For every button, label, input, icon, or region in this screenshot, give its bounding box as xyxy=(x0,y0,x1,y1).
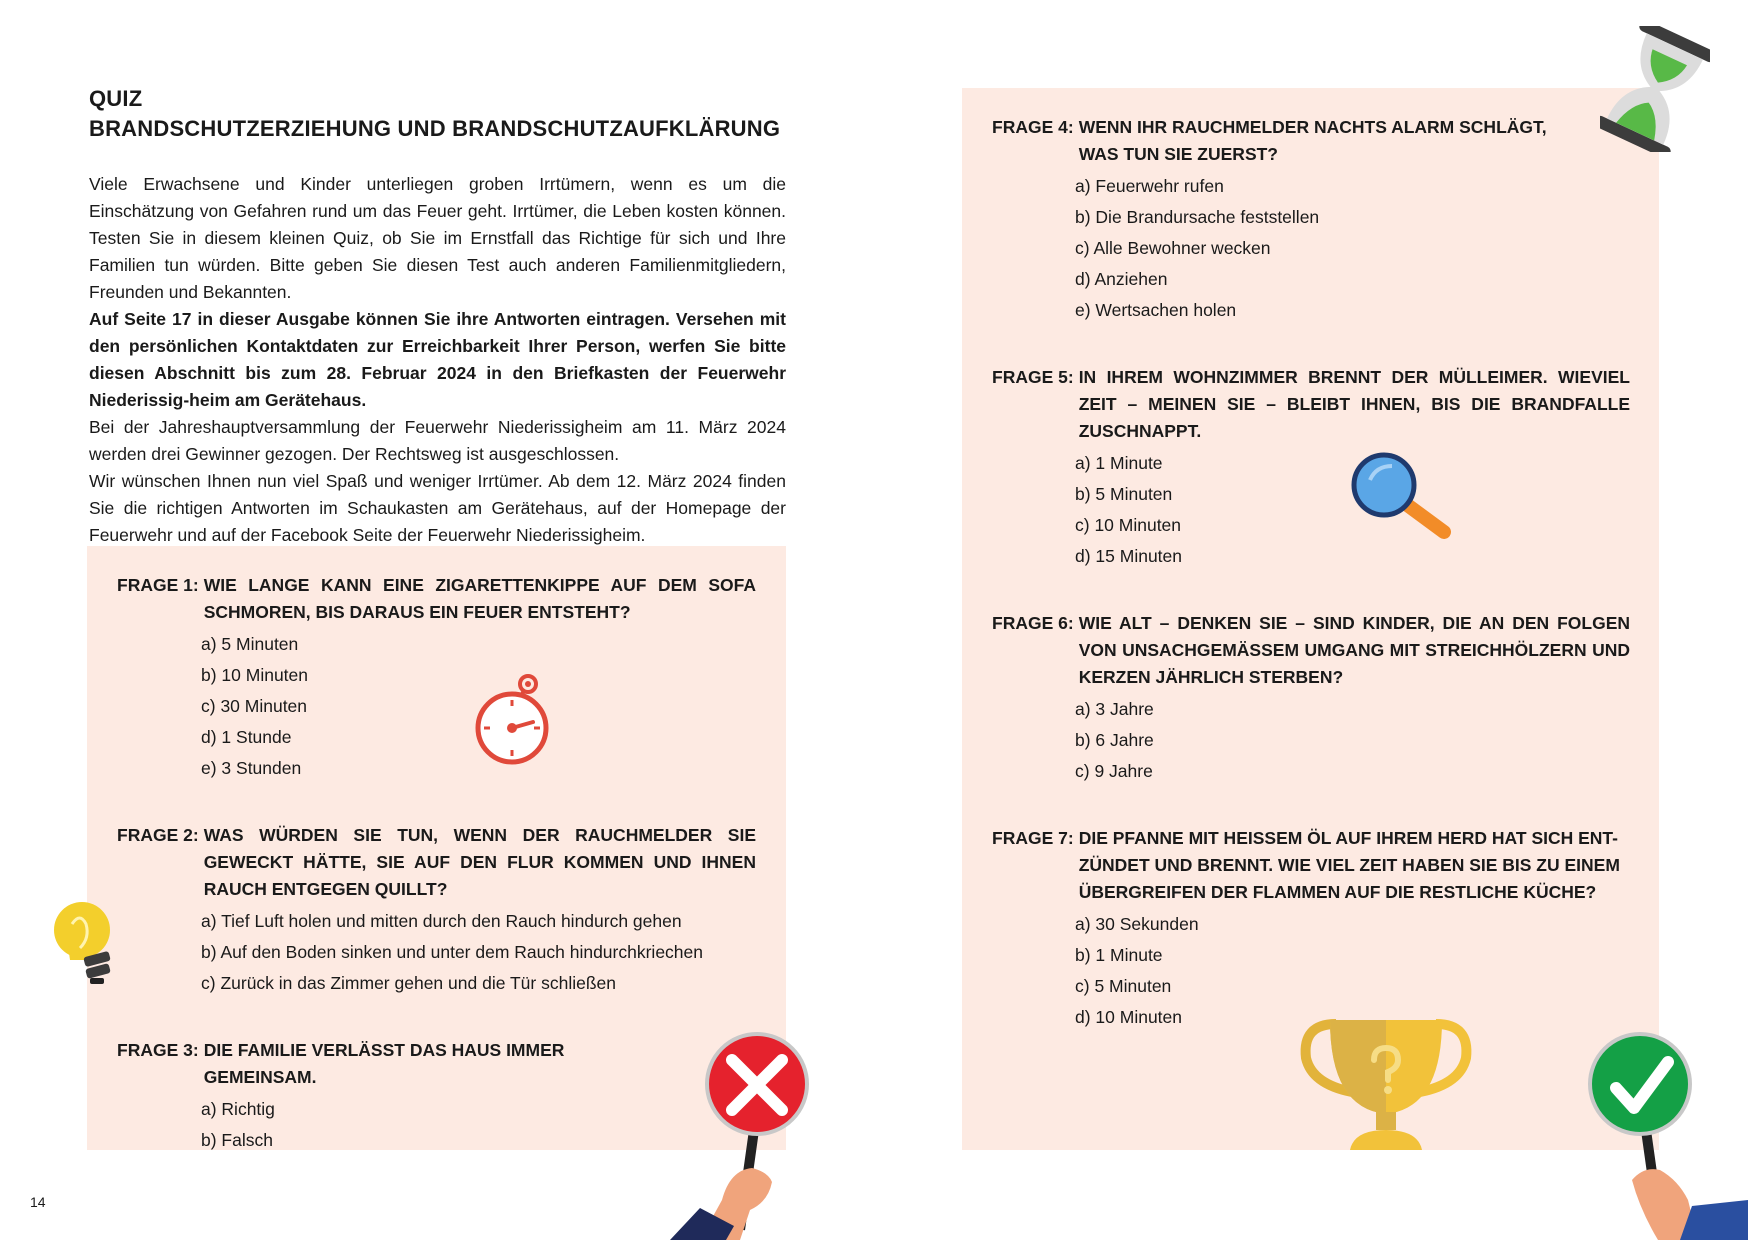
question-text: IN IHREM WOHNZIMMER BRENNT DER MÜLLEIMER. WIEVIEL ZEIT – MEINEN SIE – BLEIBT IHNEN, BIS DIE BRANDFALLE ZUSCHNAPPT. xyxy=(1078,367,1630,441)
trophy-icon xyxy=(1296,1018,1476,1150)
answer-option[interactable]: b) 1 Minute xyxy=(1075,945,1163,965)
question-3 xyxy=(117,1037,677,1156)
answer-option[interactable]: d) 10 Minuten xyxy=(1075,1007,1183,1027)
question-text: WENN IHR RAUCHMELDER NACHTS ALARM SCHLÄGT, WAS TUN SIE ZUERST? xyxy=(1078,117,1547,164)
question-text: DIE FAMILIE VERLÄSST DAS HAUS IMMER GEMEINSAM. xyxy=(203,1040,565,1087)
answer-option[interactable]: c) 5 Minuten xyxy=(1075,976,1172,996)
answer-option[interactable]: b) Die Brandursache feststellen xyxy=(1075,207,1320,227)
answer-option[interactable]: b) 10 Minuten xyxy=(201,665,309,685)
question-label: FRAGE 6: xyxy=(992,613,1074,633)
question-label: FRAGE 5: xyxy=(992,367,1074,387)
answer-option[interactable]: a) 30 Sekunden xyxy=(1075,914,1199,934)
question-label: FRAGE 1: xyxy=(117,575,199,595)
question-text: WAS WÜRDEN SIE TUN, WENN DER RAUCHMELDER SIE GEWECKT HÄTTE, SIE AUF DEN FLUR KOMMEN UND IHNEN RAUCH ENTGEGEN QUILLT? xyxy=(203,825,756,899)
intro-paragraph-instructions: Auf Seite 17 in dieser Ausgabe können Sie ihre Antworten eintragen. Versehen mit den persönlichen Kontaktdaten zur Erreichbarkeit Ihrer Person, werfen Sie bitte diesen Abschnitt bis zum 28. Februar 2024 in den Briefkasten der Feuerwehr Niederissig-heim am Gerätehaus. xyxy=(89,309,786,410)
answer-option[interactable]: c) 10 Minuten xyxy=(1075,515,1182,535)
answer-option[interactable]: c) 9 Jahre xyxy=(1075,761,1153,781)
answer-option[interactable]: e) Wertsachen holen xyxy=(1075,300,1237,320)
question-label: FRAGE 3: xyxy=(117,1040,199,1060)
stopwatch-icon xyxy=(470,670,552,770)
intro-paragraph-answers: Wir wünschen Ihnen nun viel Spaß und weniger Irrtümer. Ab dem 12. März 2024 finden Sie die richtigen Antworten im Schaukasten am Gerätehaus, auf der Homepage der Feuerwehr und auf der Facebook Seite der Feuerwehr Niederissigheim. xyxy=(89,471,786,545)
answer-option[interactable]: a) Richtig xyxy=(201,1099,275,1119)
wrong-sign-icon xyxy=(660,1030,810,1240)
intro-text xyxy=(89,171,786,549)
lightbulb-icon xyxy=(50,894,120,986)
answer-option[interactable]: e) 3 Stunden xyxy=(201,758,302,778)
question-label: FRAGE 2: xyxy=(117,825,199,845)
title-line-quiz: QUIZ xyxy=(89,86,143,111)
question-label: FRAGE 4: xyxy=(992,117,1074,137)
question-2 xyxy=(117,822,756,999)
question-label: FRAGE 7: xyxy=(992,828,1074,848)
answer-option[interactable]: a) 5 Minuten xyxy=(201,634,299,654)
answer-option[interactable]: a) Feuerwehr rufen xyxy=(1075,176,1224,196)
question-text: WIE ALT – DENKEN SIE – SIND KINDER, DIE AN DEN FOLGEN VON UNSACHGEMÄSSEM UMGANG MIT STREICHHÖLZERN UND KERZEN JÄHRLICH STERBEN? xyxy=(1078,613,1630,687)
intro-paragraph-draw: Bei der Jahreshauptversammlung der Feuerwehr Niederissigheim am 11. März 2024 werden drei Gewinner gezogen. Der Rechtsweg ist ausgeschlossen. xyxy=(89,417,786,464)
question-5 xyxy=(992,364,1630,572)
page-number: 14 xyxy=(30,1194,46,1210)
question-text: WIE LANGE KANN EINE ZIGARETTENKIPPE AUF DEM SOFA SCHMOREN, BIS DARAUS EIN FEUER ENTSTEHT? xyxy=(203,575,756,622)
answer-option[interactable]: d) 1 Stunde xyxy=(201,727,292,747)
answer-option[interactable]: a) 1 Minute xyxy=(1075,453,1163,473)
answer-option[interactable]: d) 15 Minuten xyxy=(1075,546,1183,566)
answer-option[interactable]: b) Falsch xyxy=(201,1130,273,1150)
answer-option[interactable]: b) Auf den Boden sinken und unter dem Rauch hindurchkriechen xyxy=(201,942,703,962)
magnifier-icon xyxy=(1348,452,1458,542)
answer-option[interactable]: b) 5 Minuten xyxy=(1075,484,1173,504)
answer-option[interactable]: d) Anziehen xyxy=(1075,269,1168,289)
hourglass-icon xyxy=(1600,26,1710,152)
question-4 xyxy=(992,114,1552,326)
question-1 xyxy=(117,572,756,784)
intro-paragraph-1: Viele Erwachsene und Kinder unterliegen groben Irrtümern, wenn es um die Einschätzung von Gefahren rund um das Feuer geht. Irrtümer, die Leben kosten können. Testen Sie in diesem kleinen Quiz, ob Sie im Ernstfall das Richtige für sich und Ihre Familien tun würden. Bitte geben Sie diesen Test auch anderen Familienmitgliedern, Freunden und Bekannten. xyxy=(89,174,786,302)
right-sign-icon xyxy=(1588,1030,1748,1240)
question-6 xyxy=(992,610,1630,787)
answer-option[interactable]: c) Alle Bewohner wecken xyxy=(1075,238,1271,258)
answer-option[interactable]: a) Tief Luft holen und mitten durch den Rauch hindurch gehen xyxy=(201,911,682,931)
answer-option[interactable]: c) 30 Minuten xyxy=(201,696,308,716)
page-title xyxy=(89,84,780,144)
title-line-topic: BRANDSCHUTZERZIEHUNG UND BRANDSCHUTZAUFKLÄRUNG xyxy=(89,116,781,141)
question-7 xyxy=(992,825,1630,1033)
answer-option[interactable]: a) 3 Jahre xyxy=(1075,699,1154,719)
answer-option[interactable]: c) Zurück in das Zimmer gehen und die Tür schließen xyxy=(201,973,616,993)
question-text: DIE PFANNE MIT HEISSEM ÖL AUF IHREM HERD HAT SICH ENT-ZÜNDET UND BRENNT. WIE VIEL ZEIT HABEN SIE BIS ZU EINEM ÜBERGREIFEN DER FLAMMEN AUF DIE RESTLICHE KÜCHE? xyxy=(1078,828,1620,902)
answer-option[interactable]: b) 6 Jahre xyxy=(1075,730,1154,750)
